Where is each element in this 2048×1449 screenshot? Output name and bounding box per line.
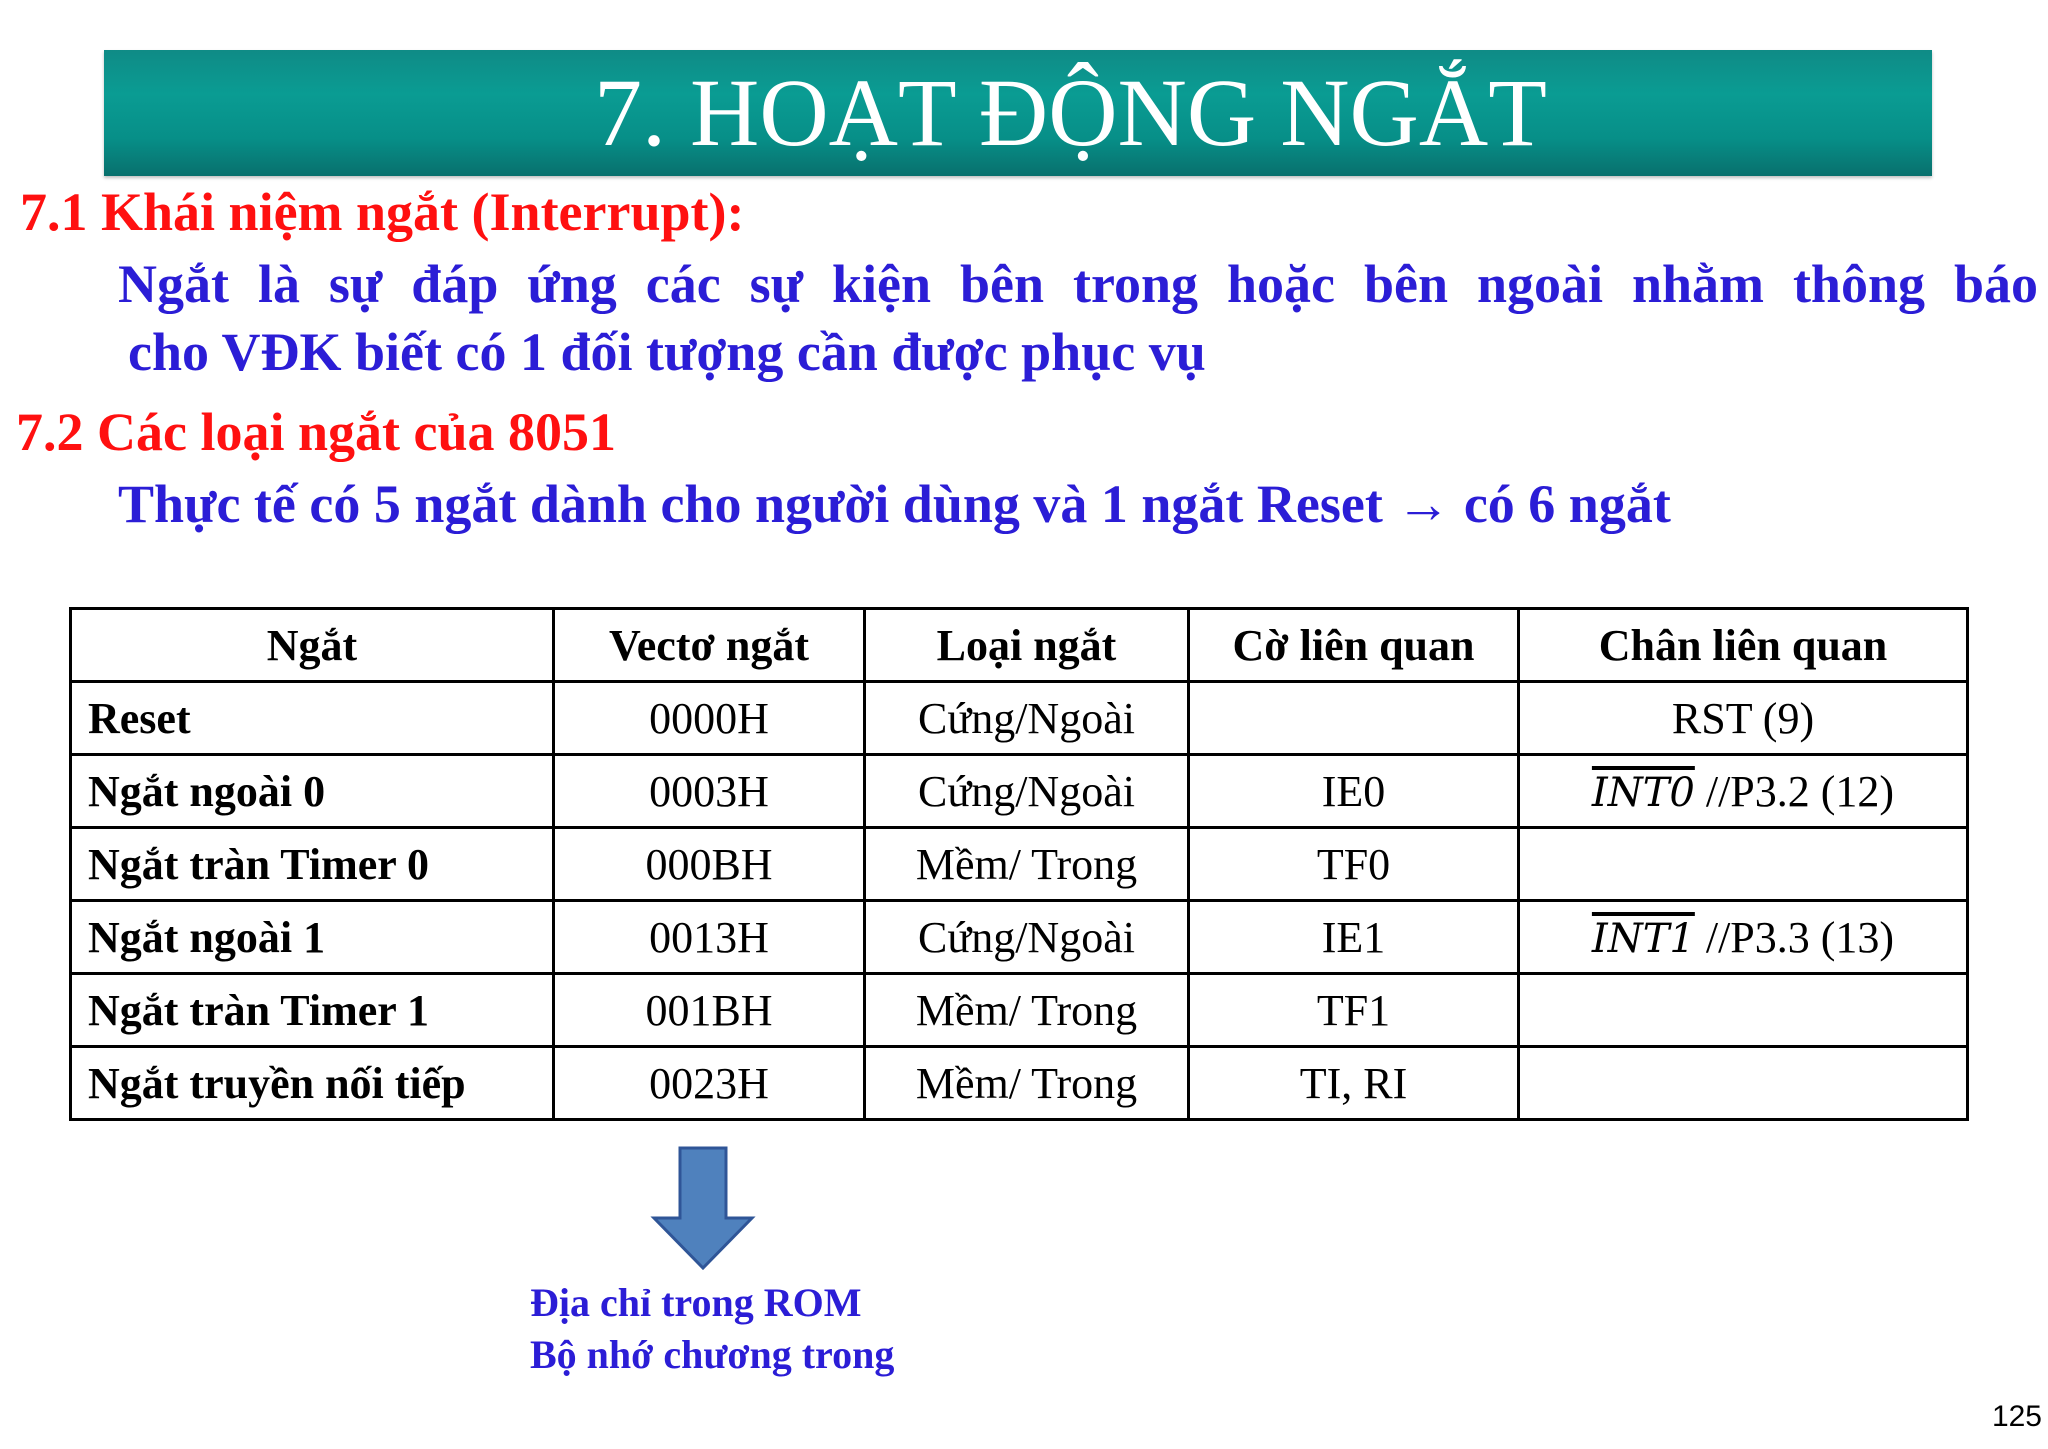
row-flag: TF1: [1189, 974, 1519, 1047]
row-name: Ngắt truyền nối tiếp: [71, 1047, 554, 1120]
row-type: Cứng/Ngoài: [865, 755, 1189, 828]
row-vector: 000BH: [554, 828, 865, 901]
row-name: Ngắt tràn Timer 1: [71, 974, 554, 1047]
section-1-line-2: cho VĐK biết có 1 đối tượng cần được phục vụ: [128, 322, 1206, 382]
pin-label: //P3.3 (13): [1694, 912, 1895, 962]
row-vector: 0023H: [554, 1047, 865, 1120]
header-type: Loại ngắt: [865, 609, 1189, 682]
page-number: 125: [1991, 1400, 2042, 1433]
table-row: [71, 828, 1968, 901]
pin-symbol: INT1: [1591, 915, 1695, 962]
table-row: [71, 755, 1968, 828]
section-1-line-1: Ngắt là sự đáp ứng các sự kiện bên trong hoặc bên ngoài nhằm thông báo: [118, 254, 2038, 314]
row-flag: TF0: [1189, 828, 1519, 901]
row-flag: [1189, 682, 1519, 755]
row-pin: [1519, 755, 1968, 828]
row-vector: 001BH: [554, 974, 865, 1047]
section-1-heading: 7.1 Khái niệm ngắt (Interrupt):: [20, 182, 745, 242]
row-type: Cứng/Ngoài: [865, 682, 1189, 755]
down-arrow-shape: [654, 1148, 752, 1268]
row-pin: [1519, 828, 1968, 901]
row-pin: [1519, 1047, 1968, 1120]
row-vector: 0003H: [554, 755, 865, 828]
down-arrow-icon: [650, 1146, 756, 1270]
row-flag: TI, RI: [1189, 1047, 1519, 1120]
header-pin: Chân liên quan: [1519, 609, 1968, 682]
table-row: [71, 901, 1968, 974]
slide-title: 7. HOẠT ĐỘNG NGẮT: [594, 59, 1547, 166]
row-flag: IE0: [1189, 755, 1519, 828]
row-type: Mềm/ Trong: [865, 1047, 1189, 1120]
section-2-heading: 7.2 Các loại ngắt của 8051: [16, 402, 616, 462]
interrupt-table: [69, 607, 1969, 1121]
row-type: Mềm/ Trong: [865, 828, 1189, 901]
header-flag: Cờ liên quan: [1189, 609, 1519, 682]
header-vector: Vectơ ngắt: [554, 609, 865, 682]
row-pin: [1519, 682, 1968, 755]
pin-label: RST (9): [1671, 693, 1815, 743]
header-interrupt: Ngắt: [71, 609, 554, 682]
table-row: [71, 1047, 1968, 1120]
table-row: [71, 974, 1968, 1047]
row-vector: 0000H: [554, 682, 865, 755]
row-type: Cứng/Ngoài: [865, 901, 1189, 974]
pin-symbol: INT0: [1591, 769, 1695, 816]
row-name: Ngắt ngoài 1: [71, 901, 554, 974]
table-header-row: [71, 609, 1968, 682]
note-line-1: Địa chỉ trong ROM: [530, 1280, 862, 1325]
row-type: Mềm/ Trong: [865, 974, 1189, 1047]
pin-label: //P3.2 (12): [1694, 766, 1895, 816]
row-name: Ngắt tràn Timer 0: [71, 828, 554, 901]
note-line-2: Bộ nhớ chương trong: [530, 1332, 895, 1377]
row-pin: [1519, 901, 1968, 974]
row-vector: 0013H: [554, 901, 865, 974]
section-2-line-1: Thực tế có 5 ngắt dành cho người dùng và 1 ngắt Reset → có 6 ngắt: [118, 474, 1671, 534]
title-bar: [104, 50, 1932, 176]
row-pin: [1519, 974, 1968, 1047]
row-flag: IE1: [1189, 901, 1519, 974]
row-name: Ngắt ngoài 0: [71, 755, 554, 828]
row-name: Reset: [71, 682, 554, 755]
table-row: [71, 682, 1968, 755]
